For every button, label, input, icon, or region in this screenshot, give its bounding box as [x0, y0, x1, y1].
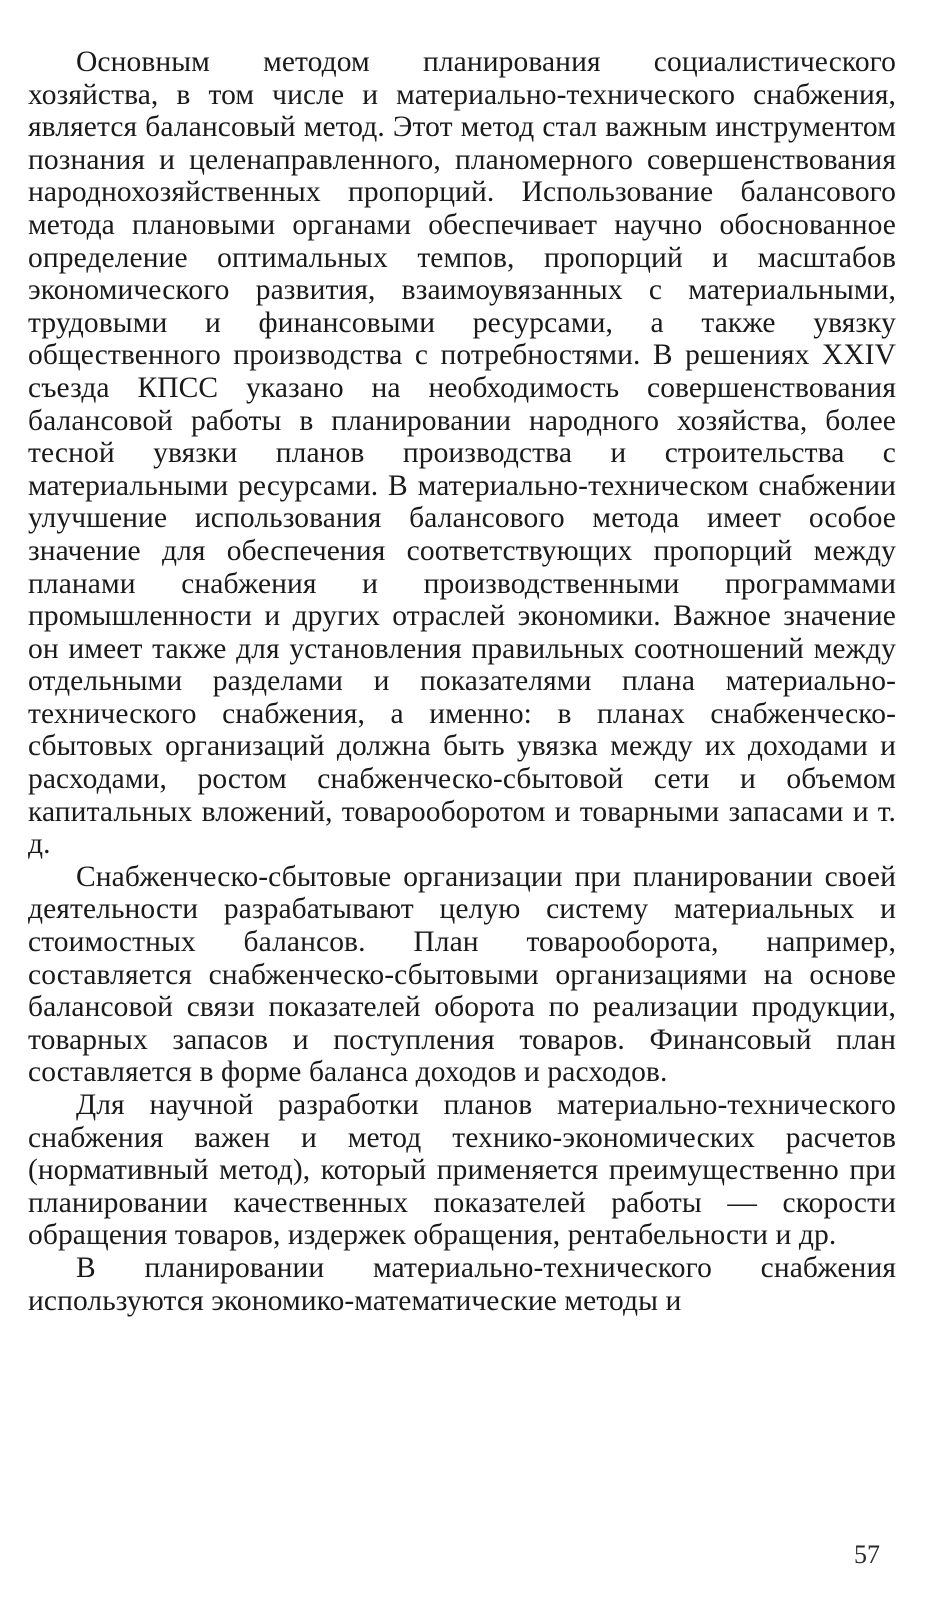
paragraph-balance-method: Основным методом планирования социалистического хозяйства, в том числе и материально-технического снабжения, является балансовый метод. Этот метод стал важным инструментом познания и целенаправленного, планомерного совершенствования народнохозяйственных пропорций. Использование балансового метода плановыми органами обеспечивает научно обоснованное определение оптимальных темпов, пропорций и масштабов экономического развития, взаимоувязанных с материальными, трудовыми и финансовыми ресурсами, а также увязку общественного производства с потребностями. В решениях XXIV съезда КПСС указано на необходимость совершенствования балансовой работы в планировании народного хозяйства, более тесной увязки планов производства и строительства с материальными ресурсами. В материально-техническом снабжении улучшение использования балансового метода имеет особое значение для обеспечения соответствующих пропорций между планами снабжения и производственными программами промышленности и других отраслей экономики. Важное значение он имеет также для установления правильных соотношений между отдельными разделами и показателями плана материально-технического снабжения, а именно: в планах снабженческо-сбытовых организаций должна быть увязка между их доходами и расходами, ростом снабженческо-сбытовой сети и объемом капитальных вложений, товарооборотом и товарными запасами и т. д. [28, 46, 896, 861]
paragraph-math-methods: В планировании материально-технического снабжения используются экономико-математические методы и [28, 1251, 896, 1317]
paragraph-supply-organizations: Снабженческо-сбытовые организации при планировании своей деятельности разрабатывают целую систему материальных и стоимостных балансов. План товарооборота, например, составляется снабженческо-сбытовыми организациями на основе балансовой связи показателей оборота по реализации продукции, товарных запасов и поступления товаров. Финансовый план составляется в форме баланса доходов и расходов. [28, 860, 896, 1089]
page-number: 57 [854, 1540, 880, 1569]
paragraph-normative-method: Для научной разработки планов материально-технического снабжения важен и метод технико-экономических расчетов (нормативный метод), который применяется преимущественно при планировании качественных показателей работы — скорости обращения товаров, издержек обращения, рентабельности и др. [28, 1089, 896, 1252]
